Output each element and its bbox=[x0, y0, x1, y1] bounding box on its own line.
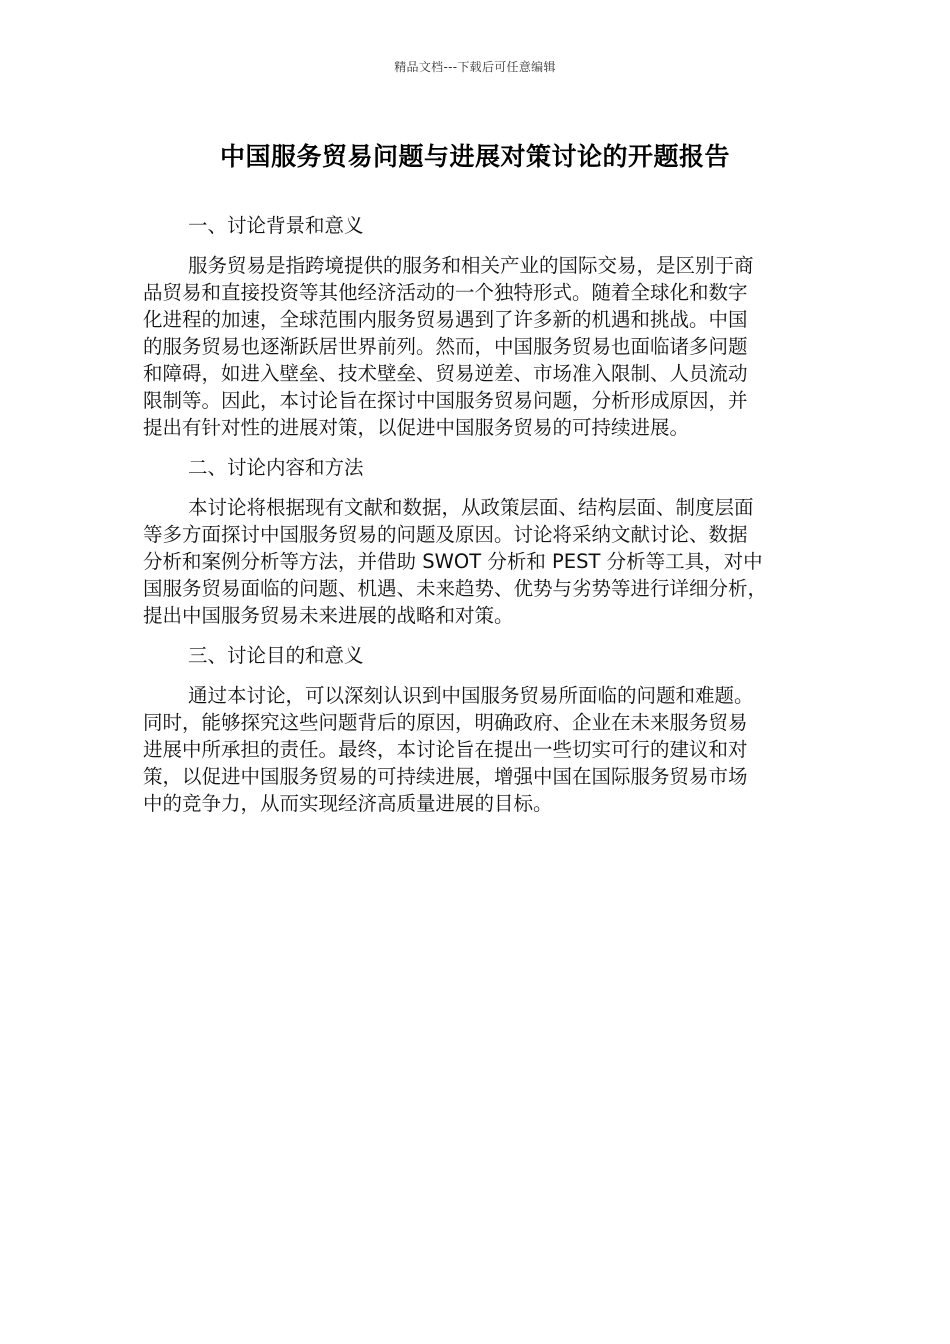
section-content-method bbox=[143, 454, 805, 629]
paragraph-line: 进展中所承担的责任。最终，本讨论旨在提出一些切实可行的建议和对 bbox=[143, 738, 748, 761]
paragraph-line: 的服务贸易也逐渐跃居世界前列。然而，中国服务贸易也面临诸多问题 bbox=[143, 335, 748, 358]
section-paragraph bbox=[143, 682, 805, 817]
paragraph-line: 分析和案例分析等方法，并借助 SWOT 分析和 PEST 分析等工具，对中 bbox=[143, 550, 763, 573]
paragraph-line: 同时，能够探究这些问题背后的原因，明确政府、企业在未来服务贸易 bbox=[143, 711, 748, 734]
section-background bbox=[143, 212, 805, 441]
paragraph-line: 本讨论将根据现有文献和数据，从政策层面、结构层面、制度层面 bbox=[188, 496, 754, 519]
paragraph-line: 中的竞争力，从而实现经济高质量进展的目标。 bbox=[143, 792, 553, 815]
document-title: 中国服务贸易问题与进展对策讨论的开题报告 bbox=[219, 142, 730, 171]
paragraph-line: 提出有针对性的进展对策，以促进中国服务贸易的可持续进展。 bbox=[143, 416, 690, 439]
paragraph-line: 策，以促进中国服务贸易的可持续进展，增强中国在国际服务贸易市场 bbox=[143, 765, 748, 788]
paragraph-line: 限制等。因此，本讨论旨在探讨中国服务贸易问题，分析形成原因，并 bbox=[143, 389, 748, 412]
section-heading: 三、讨论目的和意义 bbox=[188, 644, 364, 667]
section-heading: 一、讨论背景和意义 bbox=[188, 214, 364, 237]
section-heading: 二、讨论内容和方法 bbox=[188, 456, 364, 479]
paragraph-line: 和障碍，如进入壁垒、技术壁垒、贸易逆差、市场准入限制、人员流动 bbox=[143, 362, 748, 385]
section-paragraph bbox=[143, 252, 805, 441]
paragraph-line: 等多方面探讨中国服务贸易的问题及原因。讨论将采纳文献讨论、数据 bbox=[143, 523, 748, 546]
section-purpose bbox=[143, 642, 805, 817]
header-note: 精品文档---下载后可任意编辑 bbox=[394, 60, 556, 74]
paragraph-line: 服务贸易是指跨境提供的服务和相关产业的国际交易，是区别于商 bbox=[188, 254, 754, 277]
document-body bbox=[143, 212, 805, 830]
paragraph-line: 通过本讨论，可以深刻认识到中国服务贸易所面临的问题和难题。 bbox=[188, 684, 754, 707]
paragraph-line: 品贸易和直接投资等其他经济活动的一个独特形式。随着全球化和数字 bbox=[143, 281, 748, 304]
paragraph-line: 化进程的加速，全球范围内服务贸易遇到了许多新的机遇和挑战。中国 bbox=[143, 308, 748, 331]
section-paragraph bbox=[143, 494, 805, 629]
paragraph-line: 提出中国服务贸易未来进展的战略和对策。 bbox=[143, 604, 514, 627]
paragraph-line: 国服务贸易面临的问题、机遇、未来趋势、优势与劣势等进行详细分析， bbox=[143, 577, 768, 600]
